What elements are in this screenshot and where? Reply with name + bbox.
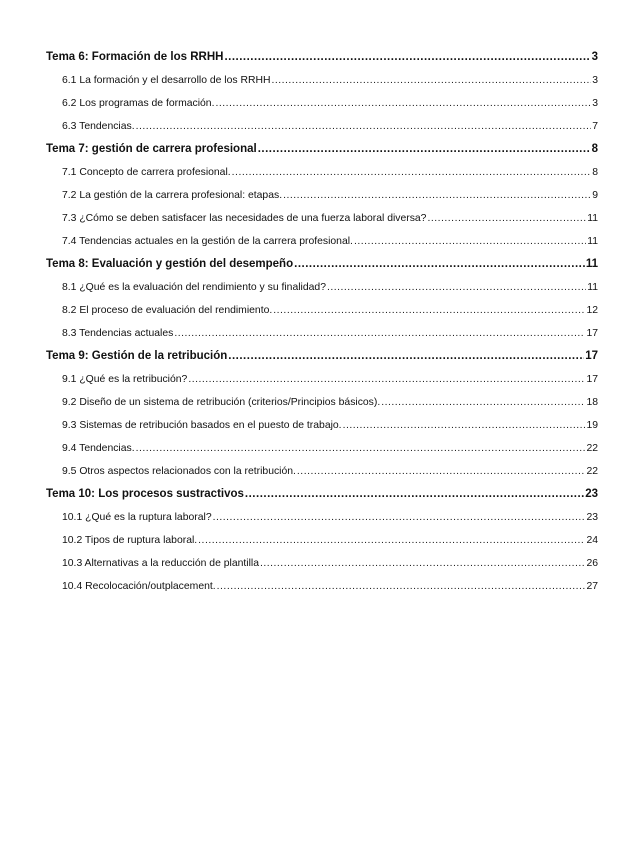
page-number: 3 <box>592 75 598 86</box>
toc-section-entry[interactable] <box>46 322 598 345</box>
dot-leader <box>136 115 592 138</box>
page-number: 8 <box>591 143 598 155</box>
toc-section-entry[interactable] <box>46 460 598 483</box>
dot-leader <box>258 138 591 161</box>
toc-section-entry[interactable] <box>46 92 598 115</box>
section-title: 9.1 ¿Qué es la retribución? <box>62 374 188 385</box>
dot-leader <box>273 299 585 322</box>
dot-leader <box>327 276 586 299</box>
section-title: 7.1 Concepto de carrera profesional. <box>62 167 231 178</box>
dot-leader <box>224 46 590 69</box>
page-number: 18 <box>586 397 598 408</box>
section-title: 6.2 Los programas de formación. <box>62 98 215 109</box>
toc-section-entry[interactable] <box>46 368 598 391</box>
toc-section-entry[interactable] <box>46 184 598 207</box>
page-number: 11 <box>585 258 598 270</box>
dot-leader <box>297 460 586 483</box>
dot-leader <box>381 391 585 414</box>
dot-leader <box>228 345 584 368</box>
toc-section-entry[interactable] <box>46 115 598 138</box>
toc-chapter-entry[interactable] <box>46 483 598 506</box>
toc-section-entry[interactable] <box>46 391 598 414</box>
dot-leader <box>271 69 591 92</box>
dot-leader <box>215 92 591 115</box>
page-number: 11 <box>587 236 598 247</box>
toc-section-entry[interactable] <box>46 230 598 253</box>
toc-section-entry[interactable] <box>46 299 598 322</box>
page-number: 26 <box>586 558 598 569</box>
section-title: 8.3 Tendencias actuales <box>62 328 174 339</box>
toc-section-entry[interactable] <box>46 506 598 529</box>
dot-leader <box>343 414 586 437</box>
page-number: 23 <box>585 488 598 500</box>
dot-leader <box>294 253 585 276</box>
page-number: 24 <box>586 535 598 546</box>
page-number: 22 <box>586 443 598 454</box>
toc-section-entry[interactable] <box>46 69 598 92</box>
section-title: 7.3 ¿Cómo se deben satisfacer las necesidades de una fuerza laboral diversa? <box>62 213 427 224</box>
section-title: 9.5 Otros aspectos relacionados con la retribución. <box>62 466 296 477</box>
toc-section-entry[interactable] <box>46 414 598 437</box>
toc-section-entry[interactable] <box>46 575 598 598</box>
chapter-title: Tema 9: Gestión de la retribución <box>46 350 228 362</box>
toc-section-entry[interactable] <box>46 161 598 184</box>
toc-chapter-entry[interactable] <box>46 253 598 276</box>
toc-section-entry[interactable] <box>46 529 598 552</box>
toc-section-entry[interactable] <box>46 276 598 299</box>
chapter-title: Tema 8: Evaluación y gestión del desempeño <box>46 258 294 270</box>
page-number: 17 <box>586 328 598 339</box>
page-number: 3 <box>591 51 598 63</box>
page-number: 9 <box>592 190 598 201</box>
dot-leader <box>213 506 586 529</box>
section-title: 9.2 Diseño de un sistema de retribución (criterios/Principios básicos). <box>62 397 381 408</box>
page-number: 19 <box>586 420 598 431</box>
dot-leader <box>198 529 585 552</box>
section-title: 10.3 Alternativas a la reducción de plantilla <box>62 558 259 569</box>
page-number: 22 <box>586 466 598 477</box>
page-number: 11 <box>587 213 598 224</box>
section-title: 6.1 La formación y el desarrollo de los RRHH <box>62 75 271 86</box>
toc-section-entry[interactable] <box>46 437 598 460</box>
page-number: 8 <box>592 167 598 178</box>
dot-leader <box>136 437 586 460</box>
page-number: 23 <box>586 512 598 523</box>
section-title: 10.2 Tipos de ruptura laboral. <box>62 535 198 546</box>
section-title: 10.4 Recolocación/outplacement. <box>62 581 216 592</box>
section-title: 9.4 Tendencias. <box>62 443 135 454</box>
dot-leader <box>217 575 586 598</box>
toc-chapter-entry[interactable] <box>46 345 598 368</box>
page-number: 12 <box>586 305 598 316</box>
chapter-title: Tema 10: Los procesos sustractivos <box>46 488 244 500</box>
section-title: 7.2 La gestión de la carrera profesional: etapas. <box>62 190 283 201</box>
dot-leader <box>283 184 591 207</box>
section-title: 9.3 Sistemas de retribución basados en el puesto de trabajo. <box>62 420 342 431</box>
page-number: 27 <box>586 581 598 592</box>
dot-leader <box>232 161 592 184</box>
page-number: 3 <box>592 98 598 109</box>
table-of-contents <box>46 46 598 598</box>
page-number: 11 <box>587 282 598 293</box>
section-title: 7.4 Tendencias actuales en la gestión de la carrera profesional. <box>62 236 353 247</box>
toc-section-entry[interactable] <box>46 207 598 230</box>
toc-chapter-entry[interactable] <box>46 46 598 69</box>
section-title: 6.3 Tendencias. <box>62 121 135 132</box>
toc-section-entry[interactable] <box>46 552 598 575</box>
page-number: 17 <box>586 374 598 385</box>
section-title: 8.2 El proceso de evaluación del rendimiento. <box>62 305 273 316</box>
dot-leader <box>354 230 586 253</box>
dot-leader <box>245 483 584 506</box>
dot-leader <box>188 368 585 391</box>
page-number: 17 <box>585 350 598 362</box>
toc-chapter-entry[interactable] <box>46 138 598 161</box>
chapter-title: Tema 6: Formación de los RRHH <box>46 51 224 63</box>
dot-leader <box>174 322 585 345</box>
dot-leader <box>427 207 586 230</box>
section-title: 8.1 ¿Qué es la evaluación del rendimiento y su finalidad? <box>62 282 326 293</box>
chapter-title: Tema 7: gestión de carrera profesional <box>46 143 257 155</box>
dot-leader <box>260 552 585 575</box>
page-number: 7 <box>592 121 598 132</box>
section-title: 10.1 ¿Qué es la ruptura laboral? <box>62 512 212 523</box>
